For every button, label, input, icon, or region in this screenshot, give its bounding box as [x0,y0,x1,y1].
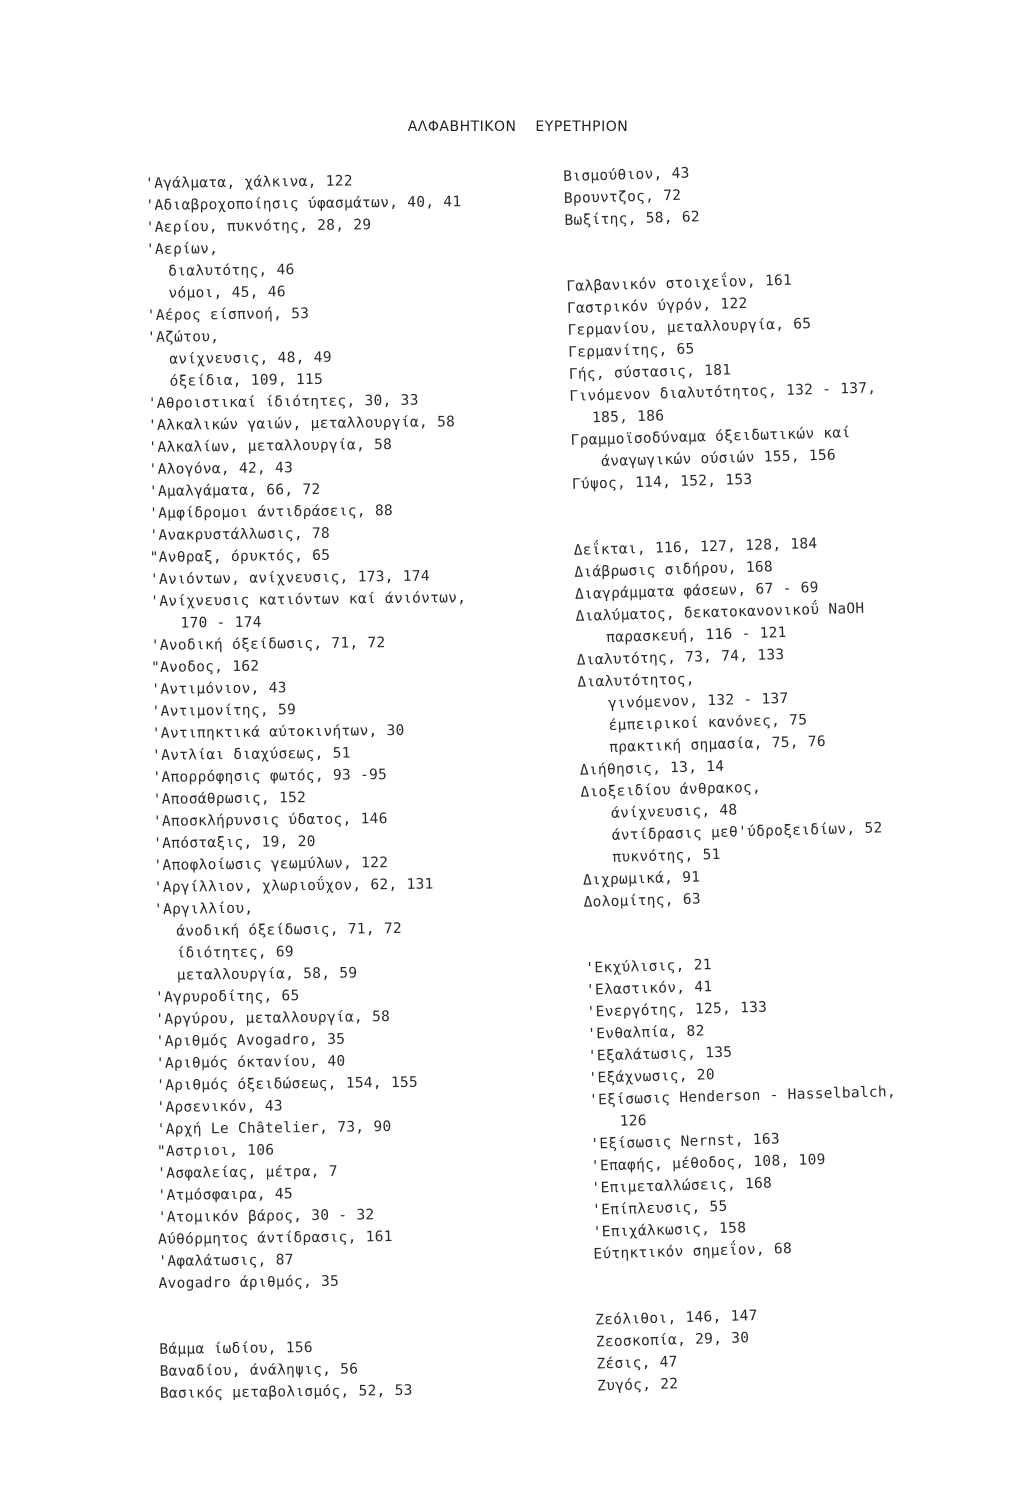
index-entry: Βωξίτης, 58, 62 [564,209,701,229]
index-entry: 'Εκχύλισις, 21 [585,957,713,977]
index-entry: 'Αποσκλήρυνσις ύδατος, 146 [152,811,388,830]
index-entry: 'Αέρος είσπνοή, 53 [146,306,310,324]
index-entry: "Ανοδος, 162 [150,658,260,676]
index-entry: Ζυγός, 22 [596,1376,679,1395]
index-subentry: 170 - 174 [180,614,262,632]
index-entry: 'Αριθμός όκτανίου, 40 [155,1053,346,1072]
index-entry: 'Απορρόφησις φωτός, 93 -95 [152,767,388,786]
index-entry: Βρουντζος, 72 [563,187,682,207]
index-entry: 'Εξάχνωσις, 20 [588,1067,716,1087]
index-column-right [563,154,1027,1398]
index-entry: 'Αλκαλικών γαιών, μεταλλουργία, 58 [147,414,456,434]
index-entry: Γαλβανικόν στοιχεΐον, 161 [566,272,793,295]
index-entry: 'Αμφίδρομοι άντιδράσεις, 88 [149,502,394,522]
index-entry: Δολομίτης, 63 [583,891,702,911]
index-entry: 'Εξίσωσις Nernst, 163 [590,1131,781,1153]
index-entry: Γινόμενον διαλυτότητος, 132 - 137, [569,380,877,405]
section-gap [159,1290,580,1339]
index-subentry: ίδιότητες, 69 [176,944,295,962]
index-entry: Διαλυτότης, 73, 74, 133 [576,647,785,669]
index-entry: 'Αφαλάτωσις, 87 [158,1252,294,1270]
index-subentry: 185, 186 [591,408,665,427]
index-subentry: ανίχνευσις, 48, 49 [169,349,332,368]
index-entry: 'Ατομικόν βάρος, 30 - 32 [157,1207,375,1226]
index-subentry: όξείδια, 109, 115 [169,371,324,390]
index-entry: 'Αγρυροδίτης, 65 [154,988,300,1006]
index-entry: 'Αντλίαι διαχύσεως, 51 [152,745,351,764]
index-entry: 'Αντιμονίτης, 59 [151,702,297,720]
index-entry: Εύτηκτικόν σημεΐον, 68 [593,1241,793,1263]
index-entry: Διαλυτότητος, [577,671,696,691]
index-entry: Βάμμα ίωδίου, 156 [159,1340,313,1358]
index-entry: 'Αριθμός Avogadro, 35 [155,1031,346,1050]
index-entry: 'Επαφής, μέθοδος, 108, 109 [590,1152,826,1175]
index-entry: Βισμούθιον, 43 [563,165,690,185]
index-entry: Αύθόρμητος άντίδρασις, 161 [157,1229,393,1248]
index-entry: 'Εξίσωσις Henderson - Hasselbalch, [588,1084,897,1109]
index-entry: 'Ατμόσφαιρα, 45 [157,1186,294,1204]
index-entry: 'Αζώτου, [146,329,220,346]
index-entry: 'Επιχάλκωσις, 158 [592,1220,747,1241]
index-entry: 'Αερίου, πυκνότης, 28, 29 [145,217,372,236]
index-entry: 'Αντιμόνιον, 43 [151,680,287,698]
index-entry: 'Αμαλγάματα, 66, 72 [148,481,321,500]
index-entry: Διάβρωσις σιδήρου, 168 [574,559,774,581]
index-entry: "Ανθραξ, όρυκτός, 65 [149,547,331,566]
index-entry: 'Αποφλοίωσις γεωμύλων, 122 [153,855,389,874]
index-entry: 'Αριθμός όξειδώσεως, 154, 155 [156,1074,419,1094]
index-entry: Γερμανίτης, 65 [567,341,695,361]
index-entry: Ζεοσκοπία, 29, 30 [595,1330,750,1351]
index-entry: Γραμμοϊσοδύναμα όξειδωτικών καί [570,425,851,449]
index-column-left [145,168,580,1405]
index-entry: 'Αρχή Le Châtelier, 73, 90 [156,1119,392,1138]
index-subentry: έμπειρικοί κανόνες, 75 [608,712,808,734]
index-subentry: 126 [619,1113,648,1130]
index-entry: 'Ανιόντων, ανίχνευσις, 173, 174 [149,568,430,588]
index-entry: 'Αδιαβροχοποίησις ύφασμάτων, 40, 41 [145,194,462,214]
index-subentry: άνοδική όξείδωσις, 71, 72 [176,920,403,940]
index-entry: Βαναδίου, άνάληψις, 56 [159,1361,359,1380]
index-entry: 'Αλογόνα, 42, 43 [148,460,294,478]
index-entry: Διχρωμικά, 91 [582,869,701,889]
index-entry: 'Αρσενικόν, 43 [156,1098,283,1116]
index-entry: 'Ελαστικόν, 41 [585,979,713,999]
index-entry: Γαστρικόν ύγρόν, 122 [566,295,748,317]
index-subentry: γινόμενον, 132 - 137 [607,690,789,712]
index-entry: 'Ενεργότης, 125, 133 [586,999,768,1021]
index-entry: 'Αποσάθρωσις, 152 [152,790,307,808]
index-subentry: μεταλλουργία, 58, 59 [176,965,358,984]
index-entry: 'Αλκαλίων, μεταλλουργία, 58 [148,437,393,456]
index-subentry: άναγωγικών ούσιών 155, 156 [601,447,837,471]
index-entry: 'Αργίλλιον, χλωριοΰχον, 62, 131 [153,876,434,896]
index-entry: Διαλύματος, δεκατοκανονικοΰ NaOH [575,600,865,625]
index-entry: 'Αθροιστικαί ίδιότητες, 30, 33 [147,392,419,412]
index-entry: Διαγράμματα φάσεων, 67 - 69 [574,580,819,603]
index-entry: Γερμανίου, μεταλλουργία, 65 [567,316,812,339]
index-entry: 'Επίπλευσις, 55 [591,1198,728,1219]
index-entry: 'Αντιπηκτικά αύτοκινήτων, 30 [151,722,405,742]
index-entry: 'Αργύρου, μεταλλουργία, 58 [155,1009,391,1028]
index-entry: 'Εξαλάτωσις, 135 [587,1044,733,1065]
index-subentry: πυκνότης, 51 [612,846,721,866]
index-subentry: άνίχνευσις, 48 [610,802,738,822]
index-entry: 'Ασφαλείας, μέτρα, 7 [157,1163,338,1182]
index-entry: 'Ενθαλπία, 82 [587,1023,705,1043]
index-entry: 'Αργιλλίου, [153,900,254,918]
index-entry: Ζέσις, 47 [596,1354,678,1373]
index-entry: Ζεόλιθοι, 146, 147 [595,1308,758,1329]
index-entry: "Αστριοι, 106 [156,1142,275,1160]
index-entry: 'Ανακρυστάλλωσις, 78 [149,525,331,544]
index-entry: 'Ανίχνευσις κατιόντων καί άνιόντων, [150,590,467,610]
index-entry: Δεΐκται, 116, 127, 128, 184 [573,536,818,559]
index-entry: Γής, σύστασις, 181 [568,362,732,383]
index-entry: Βασικός μεταβολισμός, 52, 53 [159,1382,413,1402]
index-entry: 'Αγάλματα, χάλκινα, 122 [145,173,353,192]
index-entry: 'Επιμεταλλώσεις, 168 [591,1175,773,1197]
index-subentry: νόμοι, 45, 46 [168,284,286,302]
index-entry: 'Απόσταξις, 19, 20 [153,833,316,852]
index-entry: Διήθησις, 13, 14 [579,758,725,779]
index-entry: Avogadro άριθμός, 35 [158,1273,340,1292]
index-entry: 'Ανοδική όξείδωσις, 71, 72 [150,635,386,654]
index-subentry: πρακτική σημασία, 75, 76 [609,733,827,756]
page-title: ΑΛΦΑΒΗΤΙΚΟΝ ΕΥΡΕΤΗΡΙΟΝ [407,119,629,135]
index-entry: Γύψος, 114, 152, 153 [571,471,753,493]
index-entry: Διοξειδίου άνθρακος, [580,779,762,801]
index-subentry: άντίδρασις μεθ'ύδροξειδίων, 52 [611,820,883,844]
index-subentry: διαλυτότης, 46 [168,262,295,280]
index-entry: 'Αερίων, [145,241,219,258]
index-subentry: παρασκευή, 116 - 121 [605,624,787,646]
